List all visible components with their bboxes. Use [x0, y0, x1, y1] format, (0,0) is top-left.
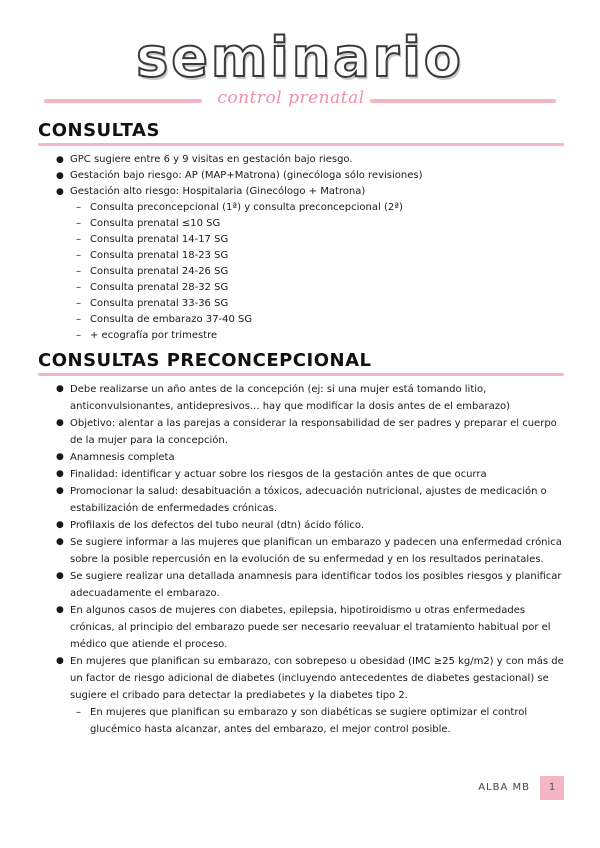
- subtitle-divider-right: [370, 99, 556, 103]
- section-title-consultas-preconcepcional: CONSULTAS PRECONCEPCIONAL: [38, 350, 372, 371]
- list-subitem: – Consulta prenatal 14-17 SG: [38, 232, 568, 248]
- list-item: ● Objetivo: alentar a las parejas a considerar la responsabilidad de ser padres y preparar el cuerpo de la mujer para la concepción.: [38, 415, 568, 449]
- list-item: ● Gestación bajo riesgo: AP (MAP+Matrona) (ginecóloga sólo revisiones): [38, 168, 568, 184]
- section-rule: [38, 373, 564, 376]
- list-subitem: – Consulta prenatal 24-26 SG: [38, 264, 568, 280]
- list-item: ● Debe realizarse un año antes de la concepción (ej: si una mujer está tomando litio, anticonvulsionantes, antidepresivos... hay que modificar la dosis antes de el embarazo): [38, 381, 568, 415]
- subtitle-divider-left: [44, 99, 202, 103]
- bullet-icon: ●: [56, 656, 64, 666]
- page-header: [0, 28, 600, 88]
- bullet-icon: ●: [56, 486, 64, 496]
- consultas-list: [38, 152, 568, 344]
- list-item: ● Promocionar la salud: desabituación a tóxicos, adecuación nutricional, ajustes de medicación o estabilización de enfermedades crónicas.: [38, 483, 568, 517]
- dash-icon: –: [76, 330, 81, 341]
- dash-icon: –: [76, 202, 81, 213]
- dash-icon: –: [76, 266, 81, 277]
- list-subitem: – Consulta prenatal ≤10 SG: [38, 216, 568, 232]
- dash-icon: –: [76, 234, 81, 245]
- section-title-consultas: CONSULTAS: [38, 120, 160, 141]
- dash-icon: –: [76, 298, 81, 309]
- section-rule: [38, 143, 564, 146]
- bullet-icon: ●: [56, 155, 64, 165]
- footer-author: ALBA MB: [478, 782, 530, 793]
- bullet-icon: ●: [56, 571, 64, 581]
- bullet-icon: ●: [56, 452, 64, 462]
- dash-icon: –: [76, 282, 81, 293]
- list-item: ● En mujeres que planifican su embarazo, con sobrepeso u obesidad (IMC ≥25 kg/m2) y con más de un factor de riesgo adicional de diabetes (incluyendo antecedentes de diabetes gestacional) se sugiere el cribado para detectar la prediabetes y la diabetes tipo 2.: [38, 653, 568, 704]
- bullet-icon: ●: [56, 418, 64, 428]
- list-subitem: – Consulta preconcepcional (1ª) y consulta preconcepcional (2ª): [38, 200, 568, 216]
- list-item: ● En algunos casos de mujeres con diabetes, epilepsia, hipotiroidismo u otras enfermedades crónicas, al principio del embarazo puede ser necesario reevaluar el tratamiento habitual por el médico que atiende el proceso.: [38, 602, 568, 653]
- list-subitem: – Consulta prenatal 28-32 SG: [38, 280, 568, 296]
- dash-icon: –: [76, 314, 81, 325]
- page-subtitle: control prenatal: [217, 88, 365, 108]
- bullet-icon: ●: [56, 384, 64, 394]
- dash-icon: –: [76, 218, 81, 229]
- list-subitem: – + ecografía por trimestre: [38, 328, 568, 344]
- list-item: ● Se sugiere realizar una detallada anamnesis para identificar todos los posibles riesgos y planificar adecuadamente el embarazo.: [38, 568, 568, 602]
- list-item: ● Finalidad: identificar y actuar sobre los riesgos de la gestación antes de que ocurra: [38, 466, 568, 483]
- list-subitem: – Consulta de embarazo 37-40 SG: [38, 312, 568, 328]
- list-item: ● Profilaxis de los defectos del tubo neural (dtn) ácido fólico.: [38, 517, 568, 534]
- list-item: ● Anamnesis completa: [38, 449, 568, 466]
- list-item: ● Se sugiere informar a las mujeres que planifican un embarazo y padecen una enfermedad crónica sobre la posible repercusión en la evolución de su enfermedad y en los resultados perinatales.: [38, 534, 568, 568]
- list-subitem: – Consulta prenatal 33-36 SG: [38, 296, 568, 312]
- preconcepcional-list: [38, 381, 568, 738]
- page-title: seminario: [136, 26, 464, 89]
- dash-icon: –: [76, 250, 81, 261]
- bullet-icon: ●: [56, 187, 64, 197]
- list-subitem: – En mujeres que planifican su embarazo y son diabéticas se sugiere optimizar el control glucémico hasta alcanzar, antes del embarazo, el mejor control posible.: [38, 704, 568, 738]
- list-item: ● GPC sugiere entre 6 y 9 visitas en gestación bajo riesgo.: [38, 152, 568, 168]
- subtitle-row: [44, 88, 556, 112]
- list-item: ● Gestación alto riesgo: Hospitalaria (Ginecólogo + Matrona): [38, 184, 568, 200]
- bullet-icon: ●: [56, 520, 64, 530]
- page-number-badge: 1: [540, 776, 564, 800]
- list-subitem: – Consulta prenatal 18-23 SG: [38, 248, 568, 264]
- dash-icon: –: [76, 707, 81, 718]
- bullet-icon: ●: [56, 171, 64, 181]
- bullet-icon: ●: [56, 469, 64, 479]
- bullet-icon: ●: [56, 537, 64, 547]
- bullet-icon: ●: [56, 605, 64, 615]
